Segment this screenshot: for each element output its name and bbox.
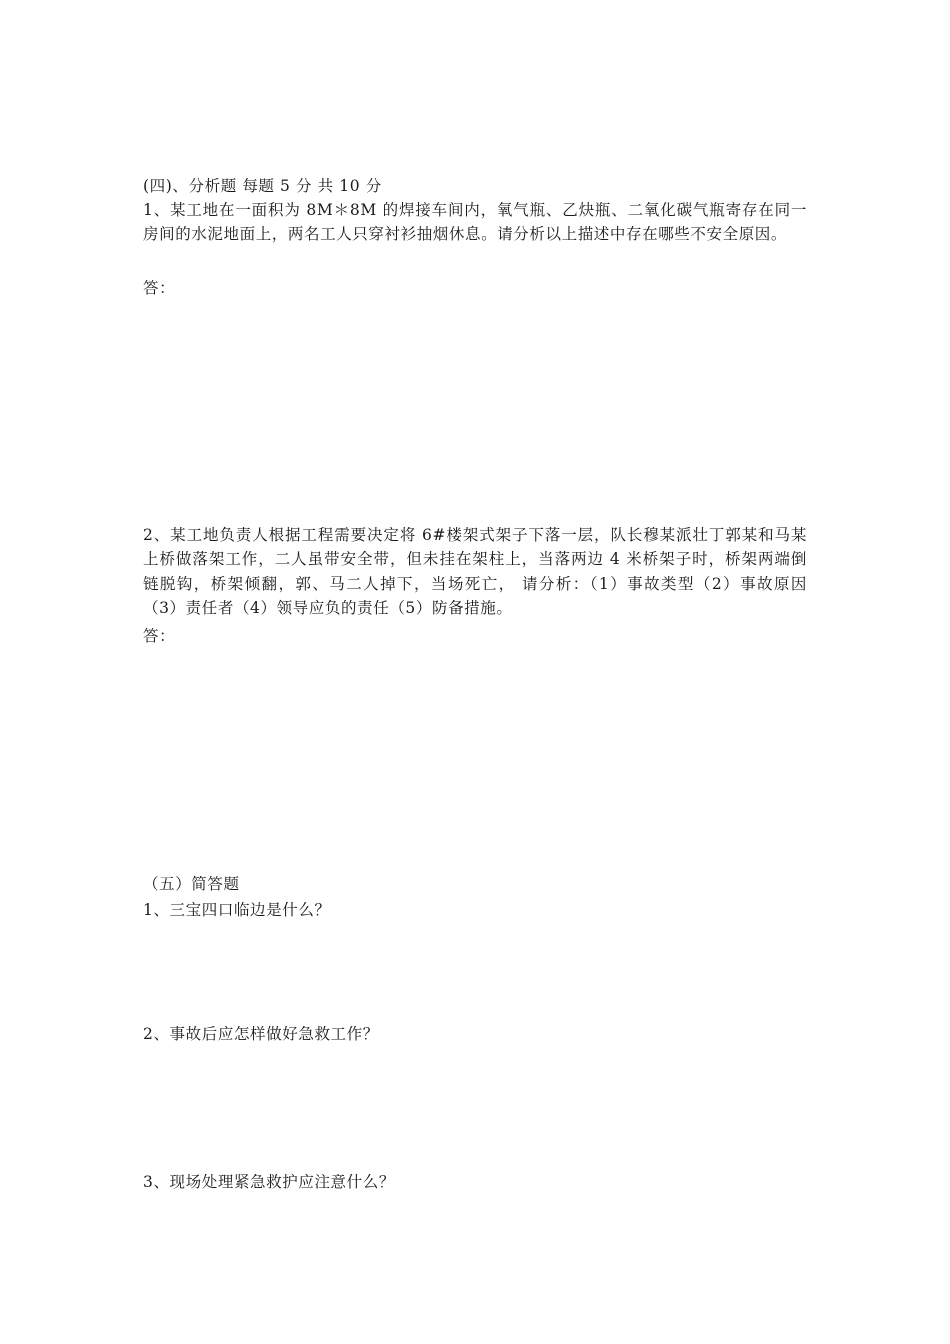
question-2-answer-label: 答：	[143, 627, 176, 645]
short-question-2: 2、事故后应怎样做好急救工作？	[143, 1025, 379, 1043]
short-question-3: 3、现场处理紧急救护应注意什么？	[143, 1173, 395, 1191]
question-1-text: 1、某工地在一面积为 8M＊8M 的焊接车间内，氧气瓶、乙炔瓶、二氧化碳气瓶寄存在同一房间的水泥地面上，两名工人只穿衬衫抽烟休息。请分析以上描述中存在哪些不安全原因。	[143, 201, 807, 244]
short-question-1: 1、三宝四口临边是什么？	[143, 901, 331, 919]
question-2-text: 2、某工地负责人根据工程需要决定将 6#楼架式架子下落一层，队长穆某派壮丁郭某和马某上桥做落架工作，二人虽带安全带，但未挂在架柱上，当落两边 4 米桥架子时，桥架两端倒链脱钩，桥架倾翻，郭、马二人掉下，当场死亡， 请分析：（1）事故类型（2）事故原因（3）责任者（4）领导应负的责任（5）防备措施。	[143, 526, 807, 617]
section-4-heading: (四)、分析题 每题 5 分 共 10 分	[143, 177, 382, 195]
section-5-heading: （五）简答题	[143, 875, 240, 893]
question-1-answer-label: 答：	[143, 279, 176, 297]
